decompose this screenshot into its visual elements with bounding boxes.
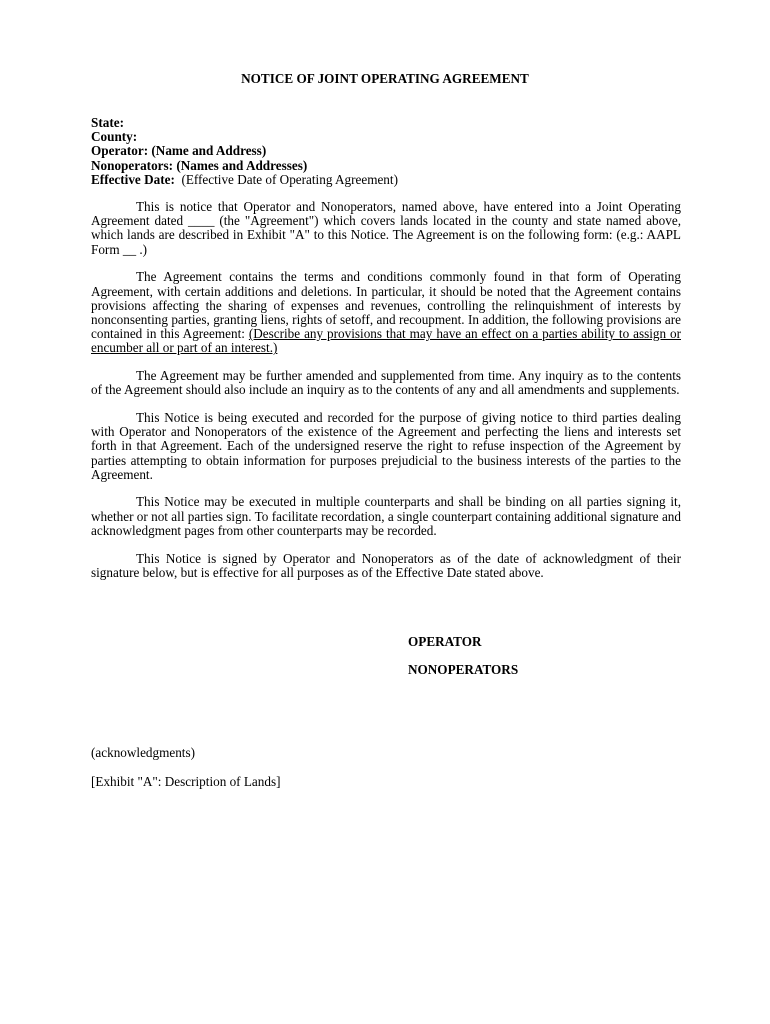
paragraph-purpose: This Notice is being executed and recorded for the purpose of giving notice to third parties dealing with Operator and Nonoperators of the existence of the Agreement and perfecting the liens and interests set forth in that Agreement. Each of the undersigned reserve the right to refuse inspection of the Agreement by parties attempting to obtain information for purposes prejudicial to the business interests of the parties to the Agreement. bbox=[91, 409, 681, 482]
exhibit-note: [Exhibit "A": Description of Lands] bbox=[91, 774, 281, 789]
paragraph-terms-text: The Agreement contains the terms and conditions commonly found in that form of Operating Agreement, with certain additions and deletions. In particular, it should be noted that the Agreement contains provisions affecting the sharing of expenses and revenues, controlling the relinquishment of interests by nonconsenting parties, granting liens, rights of setoff, and recoupment. In addition, the following provisions are contained in this Agreement: bbox=[91, 269, 681, 342]
nonoperators-label: Nonoperators: (Names and Addresses) bbox=[91, 157, 308, 173]
paragraph-notice: This is notice that Operator and Nonoperators, named above, have entered into a Joint Operating Agreement dated ____ (the "Agreement") which covers lands located in the county and state named above, which lands are described in Exhibit "A" to this Notice. The Agreement is on the following form: (e.g.: AAPL Form __ .) bbox=[91, 199, 681, 257]
header-block bbox=[91, 116, 681, 187]
operator-signature-label: OPERATOR bbox=[408, 634, 482, 649]
state-label: State: bbox=[91, 115, 124, 130]
paragraph-signature: This Notice is signed by Operator and Nonoperators as of the date of acknowledgment of their signature below, but is effective for all purposes as of the Effective Date stated above. bbox=[91, 550, 681, 580]
paragraph-amendments: The Agreement may be further amended and supplemented from time. Any inquiry as to the contents of the Agreement should also include an inquiry as to the contents of any and all amendments and supplements. bbox=[91, 368, 681, 398]
effective-date-value: (Effective Date of Operating Agreement) bbox=[181, 171, 398, 187]
operator-label: Operator: (Name and Address) bbox=[91, 143, 267, 159]
body-text bbox=[91, 200, 681, 593]
paragraph-counterparts: This Notice may be executed in multiple counterparts and shall be binding on all parties signing it, whether or not all parties sign. To facilitate recordation, a single counterpart containing additional signature and acknowledgment pages from other counterparts may be recorded. bbox=[91, 494, 681, 538]
paragraph-terms bbox=[91, 270, 681, 355]
nonoperators-signature-label: NONOPERATORS bbox=[408, 662, 519, 677]
effective-date-label: Effective Date: bbox=[91, 171, 175, 187]
paragraph-terms-underlined: (Describe any provisions that may have an effect on a parties ability to assign or encumber all or part of an interest.) bbox=[91, 326, 681, 356]
acknowledgments-note: (acknowledgments) bbox=[91, 745, 195, 760]
effective-date-line bbox=[91, 173, 681, 187]
county-label: County: bbox=[91, 129, 138, 145]
document-title: NOTICE OF JOINT OPERATING AGREEMENT bbox=[241, 71, 529, 86]
